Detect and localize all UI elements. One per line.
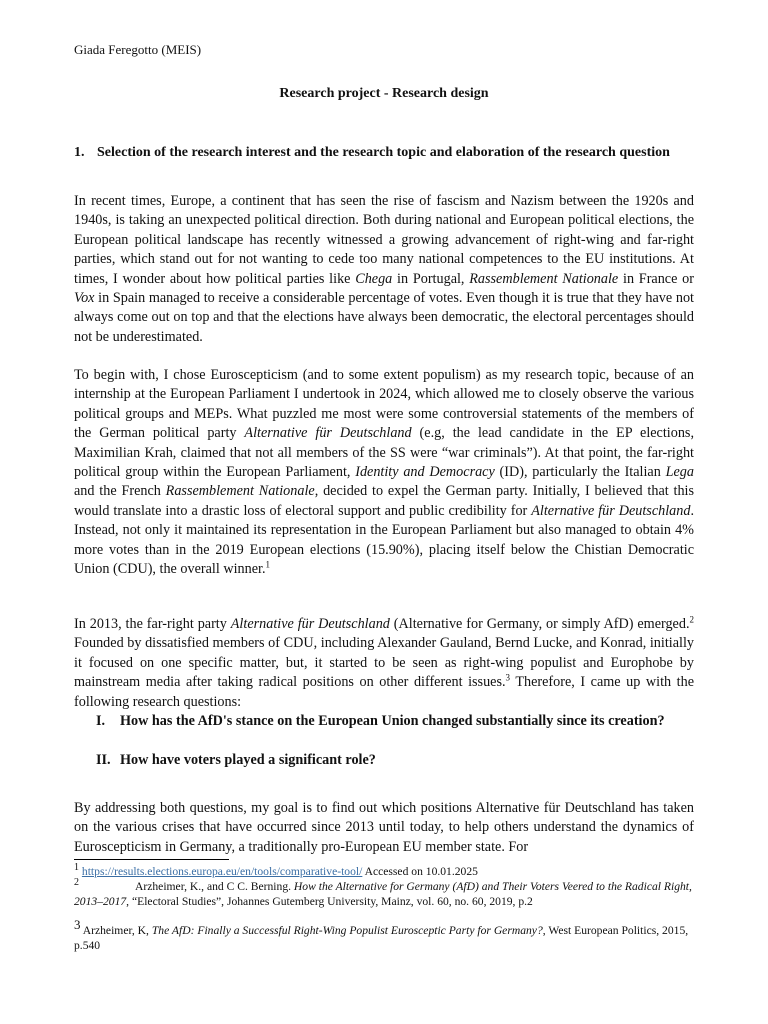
footnote-ref[interactable]: 3: [505, 672, 511, 683]
footnote-text: , West European Politics, 2015, p.540: [74, 924, 689, 952]
question-numeral: II.: [96, 752, 111, 768]
footnote-2: [74, 879, 694, 909]
group-name: Identity and Democracy: [355, 464, 495, 481]
footnote-3: [74, 917, 694, 953]
footnote-authors: Arzheimer, K., and C C. Berning.: [135, 880, 294, 893]
party-name: Rassemblement Nationale: [165, 483, 315, 500]
text-run: (e.g, the lead candidate in the EP elections, Maximilian Krah, claimed that not all members of the SS were “war criminals”). At that point, the far-right political group within the European Parliament,: [74, 425, 694, 481]
party-name: Alternative für Deutschland: [531, 502, 691, 519]
footnote-text: Accessed on 10.01.2025: [362, 865, 478, 878]
footnote-mark: 2: [74, 877, 79, 889]
footnote-separator: [74, 859, 229, 860]
text-run: In 2013, the far-right party: [74, 616, 231, 632]
paragraph-2: [74, 366, 694, 579]
text-run: and the French: [74, 483, 166, 500]
footnote-ref[interactable]: 2: [689, 614, 694, 625]
party-name: Alternative für Deutschland: [230, 616, 390, 632]
text-run: (ID), particularly the Italian: [494, 464, 666, 481]
party-name: Chega: [355, 270, 393, 287]
research-question-1: [96, 712, 694, 731]
question-numeral: I.: [96, 713, 106, 729]
section-heading-text: Selection of the research interest and the research topic and elaboration of the research question: [97, 145, 670, 160]
research-question-2: [96, 751, 694, 770]
footnote-1: [74, 864, 694, 879]
footnote-link[interactable]: https://results.elections.europa.eu/en/tools/comparative-tool/: [81, 865, 363, 878]
text-run: . Instead, not only it maintained its representation in the European Parliament but also managed to obtain 4% more votes than in the 2019 European elections (15.90%), placing itself below the Chistian Democratic Union (CDU), the overall winner.: [74, 502, 694, 578]
text-run: in Portugal,: [392, 270, 470, 287]
text-run: , decided to expel the German party. Initially, I believed that this would translate into a drastic loss of electoral support and public credibility for: [74, 483, 695, 519]
text-run: Founded by dissatisfied members of CDU, including Alexander Gauland, Bernd Lucke, and Konrad, initially it focused on one specific matter, but, it started to be seen as right-wing populist and Europhobe by mainstream media after taking radical positions on other different issues.: [74, 635, 694, 691]
section-number: 1.: [74, 145, 85, 160]
paragraph-3: [74, 615, 694, 712]
text-run: Therefore, I came up with the following research questions:: [74, 674, 694, 710]
section-heading: [74, 143, 694, 163]
party-name: Vox: [74, 290, 95, 307]
text-run: To begin with, I chose Euroscepticism (and to some extent populism) as my research topic, because of an internship at the European Parliament I undertook in 2024, which allowed me to closely observe the various political groups and MEPs. What puzzled me most were some controversial statements of the members of the German political party: [74, 367, 694, 442]
footnote-authors: Arzheimer, K,: [80, 924, 152, 937]
paragraph-4: By addressing both questions, my goal is to find out which positions Alternative für Deutschland has taken on the various crises that have occurred since 2013 until today, to help others understand the dynamics of Euroscepticism in Germany, a traditionally pro-European EU member state. For: [74, 800, 694, 855]
question-text: How have voters played a significant role?: [120, 752, 376, 768]
party-name: Alternative für Deutschland: [244, 425, 412, 442]
party-name: Rassemblement Nationale: [469, 270, 619, 287]
text-run: In recent times, Europe, a continent that has seen the rise of fascism and Nazism between the 1920s and 1940s, is taking an unexpected political direction. Both during national and European political elections, the European political landscape has recently witnessed a growing advancement of right-wing and far-right parties, which stand out for not wanting to cede too many national competences to the EU institutions. At times, I wonder about how political parties like: [74, 193, 694, 287]
party-name: Lega: [665, 464, 694, 481]
author-line: Giada Feregotto (MEIS): [74, 42, 202, 57]
footnote-title: How the Alternative for Germany (AfD) and Their Voters Veered to the Radical Right, 2013–2017: [74, 880, 692, 908]
text-run: (Alternative for Germany, or simply AfD) emerged.: [389, 616, 690, 632]
footnote-mark: 3: [74, 917, 81, 933]
footnote-ref[interactable]: 1: [265, 559, 270, 570]
footnote-text: , “Electoral Studies”, Johannes Gutemberg University, Mainz, vol. 60, no. 60, 2019, p.2: [126, 895, 533, 908]
footnote-mark: 1: [74, 862, 79, 874]
text-run: in Spain managed to receive a considerable percentage of votes. Even though it is true that they have not always come out on top and that the elections have always been democratic, the electoral percentages should not be underestimated.: [74, 290, 694, 345]
text-run: in France or: [618, 270, 694, 287]
question-text: How has the AfD's stance on the European Union changed substantially since its creation?: [120, 713, 665, 729]
footnote-title: The AfD: Finally a Successful Right-Wing Populist Eurosceptic Party for Germany?: [151, 924, 543, 937]
document-title: Research project - Research design: [279, 86, 489, 101]
paragraph-1: [74, 192, 694, 347]
